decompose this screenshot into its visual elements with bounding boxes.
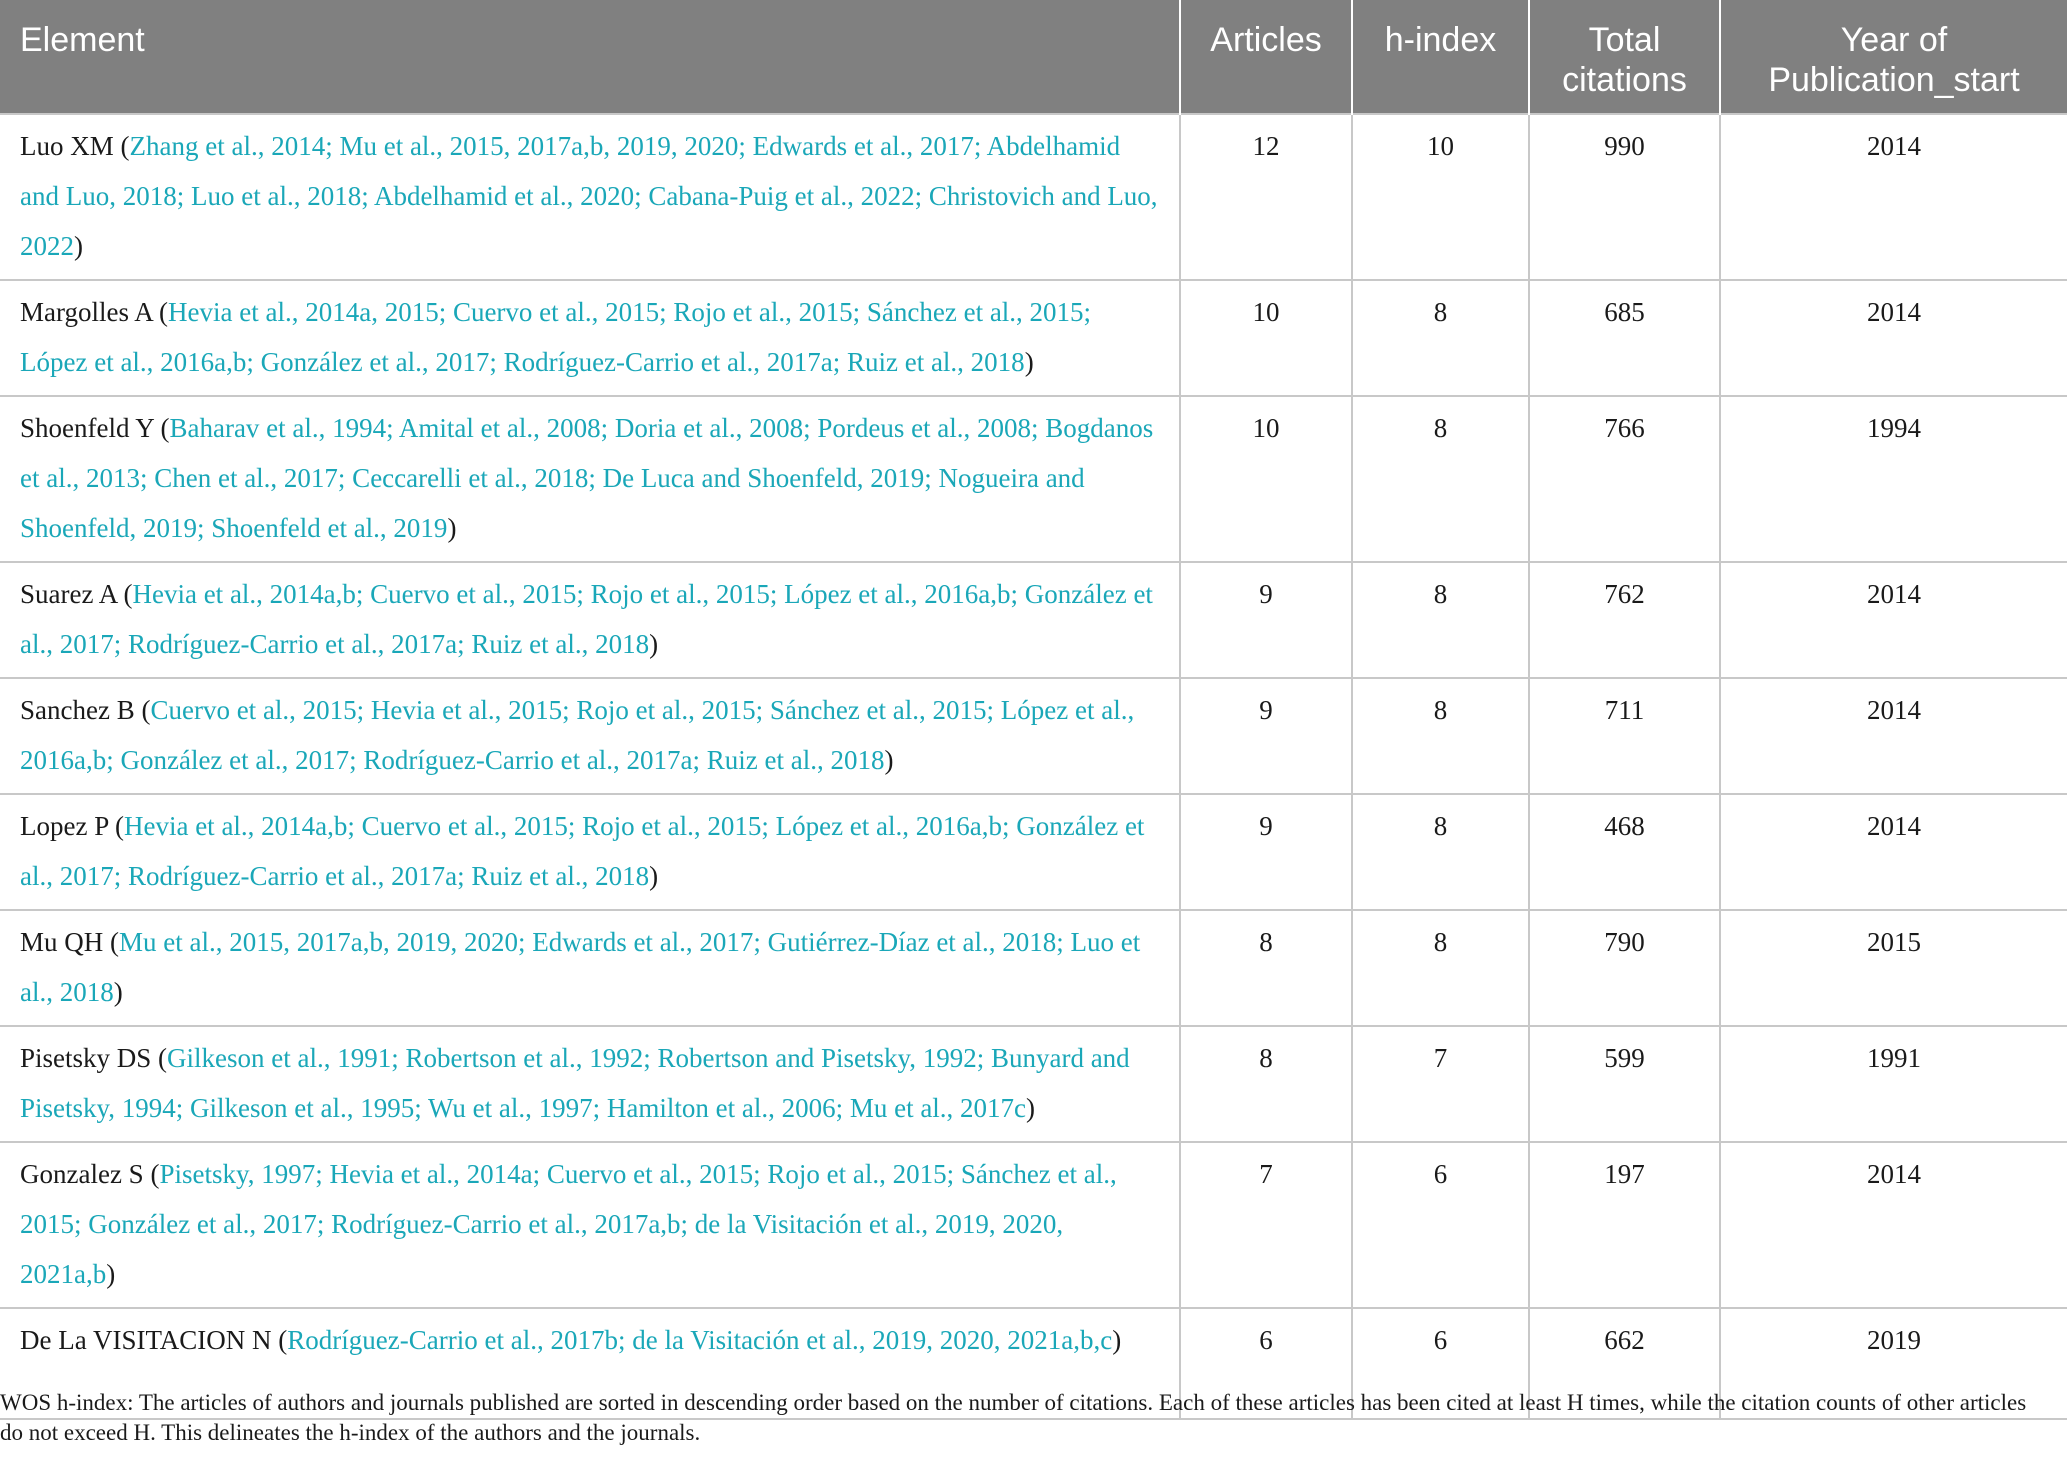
table-row	[0, 396, 2067, 562]
h-index-cell: 8	[1352, 280, 1529, 396]
h-index-cell: 8	[1352, 678, 1529, 794]
table-row	[0, 678, 2067, 794]
articles-cell: 6	[1180, 1308, 1352, 1419]
author-name: Pisetsky DS	[20, 1043, 152, 1073]
element-cell: Margolles A (Hevia et al., 2014a, 2015; Cuervo et al., 2015; Rojo et al., 2015; Sánchez et al., 2015; López et al., 2016a,b; González et al., 2017; Rodríguez-Carrio et al., 2017a; Ruiz et al., 2018)	[0, 280, 1180, 396]
reference-links[interactable]: Cuervo et al., 2015; Hevia et al., 2015; Rojo et al., 2015; Sánchez et al., 2015; López et al., 2016a,b; González et al., 2017; Rodríguez-Carrio et al., 2017a; Ruiz et al., 2018	[20, 695, 1135, 775]
header-articles: Articles	[1180, 0, 1352, 114]
header-total-citations	[1529, 0, 1720, 114]
table-row	[0, 794, 2067, 910]
articles-cell: 8	[1180, 910, 1352, 1026]
year-cell: 2015	[1720, 910, 2067, 1026]
citations-cell: 990	[1529, 114, 1720, 280]
articles-cell: 10	[1180, 396, 1352, 562]
articles-cell: 8	[1180, 1026, 1352, 1142]
citations-cell: 197	[1529, 1142, 1720, 1308]
table-footnote: WOS h-index: The articles of authors and journals published are sorted in descending order based on the number of citations. Each of these articles has been cited at least H times, while the citation counts of other articles do not exceed H. This delineates the h-index of the authors and the journals.	[0, 1390, 2027, 1445]
element-cell: Suarez A (Hevia et al., 2014a,b; Cuervo et al., 2015; Rojo et al., 2015; López et al., 2016a,b; González et al., 2017; Rodríguez-Carrio et al., 2017a; Ruiz et al., 2018)	[0, 562, 1180, 678]
reference-links[interactable]: Hevia et al., 2014a,b; Cuervo et al., 2015; Rojo et al., 2015; López et al., 2016a,b; González et al., 2017; Rodríguez-Carrio et al., 2017a; Ruiz et al., 2018	[20, 811, 1145, 891]
h-index-cell: 10	[1352, 114, 1529, 280]
h-index-cell: 8	[1352, 396, 1529, 562]
articles-cell: 9	[1180, 562, 1352, 678]
author-name: Shoenfeld Y	[20, 413, 154, 443]
table-body	[0, 114, 2067, 1419]
articles-cell: 9	[1180, 794, 1352, 910]
articles-cell: 10	[1180, 280, 1352, 396]
citations-cell: 711	[1529, 678, 1720, 794]
header-total-citations-line1: Total	[1588, 21, 1661, 59]
articles-cell: 12	[1180, 114, 1352, 280]
citations-cell: 766	[1529, 396, 1720, 562]
element-cell: Sanchez B (Cuervo et al., 2015; Hevia et al., 2015; Rojo et al., 2015; Sánchez et al., 2015; López et al., 2016a,b; González et al., 2017; Rodríguez-Carrio et al., 2017a; Ruiz et al., 2018)	[0, 678, 1180, 794]
reference-links[interactable]: Mu et al., 2015, 2017a,b, 2019, 2020; Edwards et al., 2017; Gutiérrez-Díaz et al., 2018; Luo et al., 2018	[20, 927, 1141, 1007]
articles-cell: 9	[1180, 678, 1352, 794]
citations-cell: 599	[1529, 1026, 1720, 1142]
element-cell: Mu QH (Mu et al., 2015, 2017a,b, 2019, 2020; Edwards et al., 2017; Gutiérrez-Díaz et al., 2018; Luo et al., 2018)	[0, 910, 1180, 1026]
header-year	[1720, 0, 2067, 114]
element-cell: De La VISITACION N (Rodríguez-Carrio et al., 2017b; de la Visitación et al., 2019, 2020, 2021a,b,c)	[0, 1308, 1180, 1419]
table-row	[0, 910, 2067, 1026]
citations-cell: 685	[1529, 280, 1720, 396]
element-cell: Luo XM (Zhang et al., 2014; Mu et al., 2015, 2017a,b, 2019, 2020; Edwards et al., 2017; Abdelhamid and Luo, 2018; Luo et al., 2018; Abdelhamid et al., 2020; Cabana-Puig et al., 2022; Christovich and Luo, 2022)	[0, 114, 1180, 280]
author-name: Luo XM	[20, 131, 114, 161]
header-row	[0, 0, 2067, 114]
table-header	[0, 0, 2067, 114]
element-cell: Lopez P (Hevia et al., 2014a,b; Cuervo et al., 2015; Rojo et al., 2015; López et al., 2016a,b; González et al., 2017; Rodríguez-Carrio et al., 2017a; Ruiz et al., 2018)	[0, 794, 1180, 910]
author-name: Margolles A	[20, 297, 153, 327]
citations-cell: 662	[1529, 1308, 1720, 1419]
h-index-cell: 8	[1352, 562, 1529, 678]
author-name: Sanchez B	[20, 695, 135, 725]
element-cell: Pisetsky DS (Gilkeson et al., 1991; Robertson et al., 1992; Robertson and Pisetsky, 1992; Bunyard and Pisetsky, 1994; Gilkeson et al., 1995; Wu et al., 1997; Hamilton et al., 2006; Mu et al., 2017c)	[0, 1026, 1180, 1142]
table-row	[0, 280, 2067, 396]
header-year-line1: Year of	[1840, 21, 1948, 59]
author-name: De La VISITACION N	[20, 1325, 272, 1355]
header-year-line2: Publication_start	[1768, 61, 2020, 99]
year-cell: 2014	[1720, 562, 2067, 678]
author-name: Suarez A	[20, 579, 117, 609]
reference-links[interactable]: Baharav et al., 1994; Amital et al., 2008; Doria et al., 2008; Pordeus et al., 2008; Bogdanos et al., 2013; Chen et al., 2017; Ceccarelli et al., 2018; De Luca and Shoenfeld, 2019; Nogueira and Shoenfeld, 2019; Shoenfeld et al., 2019	[20, 413, 1154, 543]
author-name: Gonzalez S	[20, 1159, 144, 1189]
author-name: Mu QH	[20, 927, 104, 957]
reference-links[interactable]: Hevia et al., 2014a,b; Cuervo et al., 2015; Rojo et al., 2015; López et al., 2016a,b; González et al., 2017; Rodríguez-Carrio et al., 2017a; Ruiz et al., 2018	[20, 579, 1153, 659]
reference-links[interactable]: Gilkeson et al., 1991; Robertson et al., 1992; Robertson and Pisetsky, 1992; Bunyard and Pisetsky, 1994; Gilkeson et al., 1995; Wu et al., 1997; Hamilton et al., 2006; Mu et al., 2017c	[20, 1043, 1130, 1123]
citations-cell: 468	[1529, 794, 1720, 910]
reference-links[interactable]: Pisetsky, 1997; Hevia et al., 2014a; Cuervo et al., 2015; Rojo et al., 2015; Sánchez et al., 2015; González et al., 2017; Rodríguez-Carrio et al., 2017a,b; de la Visitación et al., 2019, 2020, 2021a,b	[20, 1159, 1117, 1289]
h-index-cell: 6	[1352, 1142, 1529, 1308]
table-row	[0, 1026, 2067, 1142]
reference-links[interactable]: Zhang et al., 2014; Mu et al., 2015, 2017a,b, 2019, 2020; Edwards et al., 2017; Abdelhamid and Luo, 2018; Luo et al., 2018; Abdelhamid et al., 2020; Cabana-Puig et al., 2022; Christovich and Luo, 2022	[20, 131, 1158, 261]
year-cell: 2014	[1720, 280, 2067, 396]
year-cell: 2019	[1720, 1308, 2067, 1419]
citations-cell: 762	[1529, 562, 1720, 678]
articles-cell: 7	[1180, 1142, 1352, 1308]
year-cell: 2014	[1720, 794, 2067, 910]
year-cell: 1991	[1720, 1026, 2067, 1142]
h-index-cell: 6	[1352, 1308, 1529, 1419]
table-row	[0, 562, 2067, 678]
reference-links[interactable]: Hevia et al., 2014a, 2015; Cuervo et al., 2015; Rojo et al., 2015; Sánchez et al., 2015; López et al., 2016a,b; González et al., 2017; Rodríguez-Carrio et al., 2017a; Ruiz et al., 2018	[20, 297, 1092, 377]
header-h-index: h-index	[1352, 0, 1529, 114]
h-index-cell: 7	[1352, 1026, 1529, 1142]
year-cell: 2014	[1720, 114, 2067, 280]
year-cell: 2014	[1720, 678, 2067, 794]
h-index-cell: 8	[1352, 910, 1529, 1026]
h-index-cell: 8	[1352, 794, 1529, 910]
header-total-citations-line2: citations	[1562, 61, 1687, 99]
reference-links[interactable]: Rodríguez-Carrio et al., 2017b; de la Visitación et al., 2019, 2020, 2021a,b,c	[287, 1325, 1113, 1355]
year-cell: 2014	[1720, 1142, 2067, 1308]
author-name: Lopez P	[20, 811, 109, 841]
element-cell: Shoenfeld Y (Baharav et al., 1994; Amital et al., 2008; Doria et al., 2008; Pordeus et al., 2008; Bogdanos et al., 2013; Chen et al., 2017; Ceccarelli et al., 2018; De Luca and Shoenfeld, 2019; Nogueira and Shoenfeld, 2019; Shoenfeld et al., 2019)	[0, 396, 1180, 562]
year-cell: 1994	[1720, 396, 2067, 562]
citations-cell: 790	[1529, 910, 1720, 1026]
table-row	[0, 114, 2067, 280]
element-cell: Gonzalez S (Pisetsky, 1997; Hevia et al., 2014a; Cuervo et al., 2015; Rojo et al., 2015; Sánchez et al., 2015; González et al., 2017; Rodríguez-Carrio et al., 2017a,b; de la Visitación et al., 2019, 2020, 2021a,b)	[0, 1142, 1180, 1308]
header-element: Element	[0, 0, 1180, 114]
table-row	[0, 1142, 2067, 1308]
